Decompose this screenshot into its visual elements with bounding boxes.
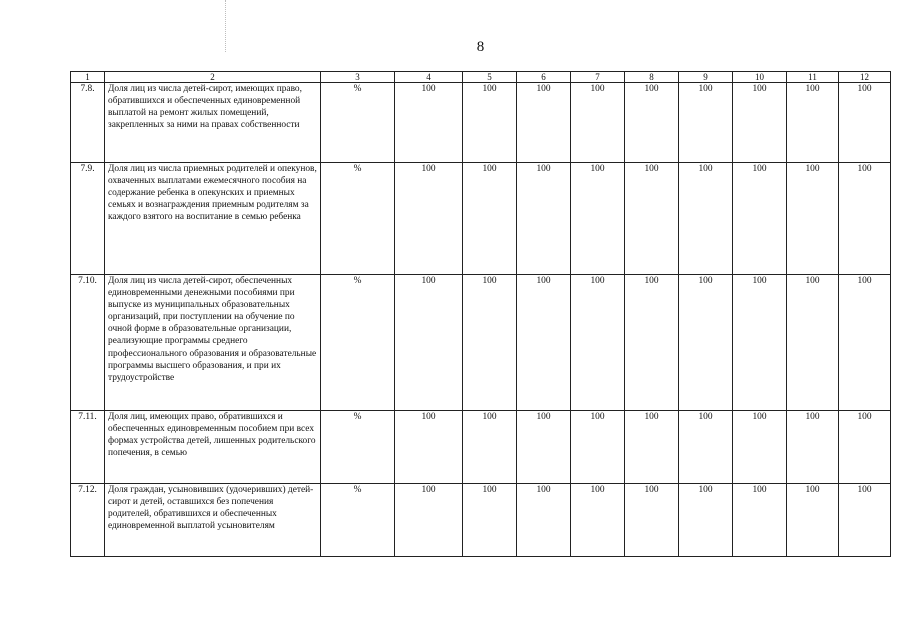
table-row — [71, 484, 891, 557]
value-cell: 100 — [787, 484, 839, 557]
value-cell: 100 — [517, 163, 571, 275]
value-cell: 100 — [625, 163, 679, 275]
page-number: 8 — [476, 39, 485, 55]
value-cell: 100 — [733, 484, 787, 557]
table-row — [71, 411, 891, 484]
table-row — [71, 275, 891, 411]
unit-cell: % — [321, 411, 395, 484]
header-cell: 1 — [71, 72, 105, 83]
value-cell: 100 — [517, 275, 571, 411]
header-cell: 11 — [787, 72, 839, 83]
value-cell: 100 — [517, 411, 571, 484]
table-header-row — [71, 72, 891, 83]
indicator-description: Доля лиц из числа приемных родителей и опекунов, охваченных выплатами ежемесячного пособия на содержание ребенка в опекунских и приемных семьях и вознаграждения приемным родителям за каждого взятого на воспитание в семью ребенка — [105, 163, 321, 275]
value-cell: 100 — [733, 83, 787, 163]
value-cell: 100 — [679, 484, 733, 557]
value-cell: 100 — [571, 163, 625, 275]
unit-cell: % — [321, 83, 395, 163]
value-cell: 100 — [625, 484, 679, 557]
header-cell: 3 — [321, 72, 395, 83]
value-cell: 100 — [571, 484, 625, 557]
row-number: 7.8. — [71, 83, 105, 163]
value-cell: 100 — [839, 83, 891, 163]
value-cell: 100 — [395, 83, 463, 163]
value-cell: 100 — [839, 484, 891, 557]
value-cell: 100 — [625, 411, 679, 484]
value-cell: 100 — [571, 83, 625, 163]
value-cell: 100 — [625, 275, 679, 411]
value-cell: 100 — [839, 411, 891, 484]
value-cell: 100 — [625, 83, 679, 163]
header-cell: 10 — [733, 72, 787, 83]
value-cell: 100 — [463, 83, 517, 163]
header-cell: 5 — [463, 72, 517, 83]
value-cell: 100 — [463, 484, 517, 557]
value-cell: 100 — [787, 275, 839, 411]
indicator-description: Доля лиц из числа детей-сирот, обеспеченных единовременными денежными пособиями при выпуске из муниципальных образовательных организаций, при поступлении на обучение по очной форме в образовательные организации, реализующие программы среднего профессионального образования и образовательные программы высшего образования, и при их трудоустройстве — [105, 275, 321, 411]
value-cell: 100 — [839, 275, 891, 411]
header-cell: 8 — [625, 72, 679, 83]
value-cell: 100 — [787, 411, 839, 484]
value-cell: 100 — [571, 275, 625, 411]
value-cell: 100 — [787, 83, 839, 163]
row-number: 7.12. — [71, 484, 105, 557]
value-cell: 100 — [463, 275, 517, 411]
value-cell: 100 — [571, 411, 625, 484]
unit-cell: % — [321, 484, 395, 557]
value-cell: 100 — [395, 411, 463, 484]
value-cell: 100 — [517, 484, 571, 557]
value-cell: 100 — [463, 411, 517, 484]
header-cell: 6 — [517, 72, 571, 83]
table-row — [71, 83, 891, 163]
value-cell: 100 — [679, 411, 733, 484]
value-cell: 100 — [733, 163, 787, 275]
unit-cell: % — [321, 275, 395, 411]
value-cell: 100 — [679, 83, 733, 163]
value-cell: 100 — [679, 163, 733, 275]
indicator-description: Доля лиц из числа детей-сирот, имеющих право, обратившихся и обеспеченных единовременной выплатой на ремонт жилых помещений, закрепленных за ними на правах собственности — [105, 83, 321, 163]
value-cell: 100 — [463, 163, 517, 275]
value-cell: 100 — [787, 163, 839, 275]
indicator-table — [70, 71, 891, 557]
header-cell: 7 — [571, 72, 625, 83]
header-cell: 2 — [105, 72, 321, 83]
row-number: 7.10. — [71, 275, 105, 411]
indicator-description: Доля граждан, усыновивших (удочеривших) детей-сирот и детей, оставшихся без попечения родителей, обратившихся и обеспеченных единовременной выплатой усыновителям — [105, 484, 321, 557]
value-cell: 100 — [395, 484, 463, 557]
value-cell: 100 — [679, 275, 733, 411]
table-row — [71, 163, 891, 275]
row-number: 7.11. — [71, 411, 105, 484]
row-number: 7.9. — [71, 163, 105, 275]
value-cell: 100 — [733, 411, 787, 484]
value-cell: 100 — [517, 83, 571, 163]
indicator-description: Доля лиц, имеющих право, обратившихся и обеспеченных единовременным пособием при всех формах устройства детей, лишенных родительского попечения, в семью — [105, 411, 321, 484]
value-cell: 100 — [839, 163, 891, 275]
unit-cell: % — [321, 163, 395, 275]
header-cell: 4 — [395, 72, 463, 83]
value-cell: 100 — [733, 275, 787, 411]
value-cell: 100 — [395, 275, 463, 411]
value-cell: 100 — [395, 163, 463, 275]
header-cell: 9 — [679, 72, 733, 83]
header-cell: 12 — [839, 72, 891, 83]
